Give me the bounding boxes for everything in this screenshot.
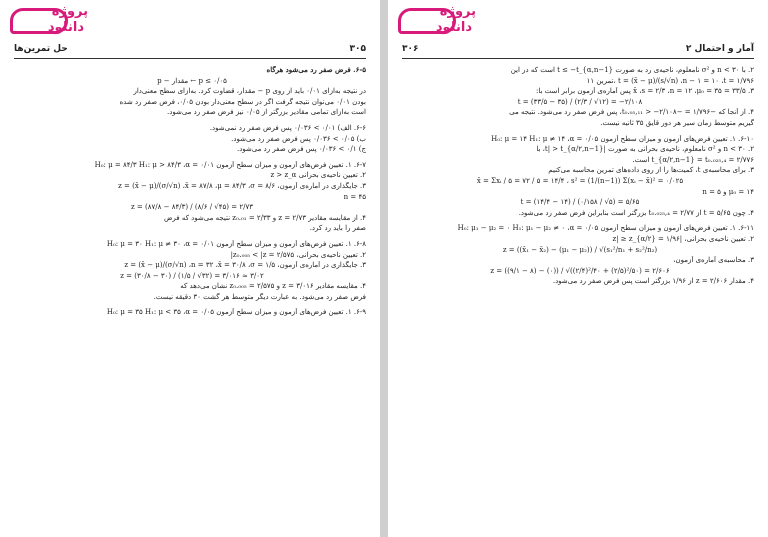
text-line: ج) ۰/۱ > ۰/۰۳۶ پس فرض صفر رد می‌شود. xyxy=(236,145,366,154)
logo-text-top: پروژه xyxy=(439,4,476,19)
page-body xyxy=(18,66,366,531)
text-line: ۶-۹. ۱. تعیین فرض‌های آزمون و میزان سطح آزمون H₀: μ = ۳۵ H₁: μ < ۳۵ ،α = ۰/۰۵ xyxy=(106,308,366,317)
text-line: ۴. چون ۵/۶۵ = t از ۲/۷۷ = t₀.₀₂₅,₄ بزرگتر است بنابراین فرض صفر رد می‌شود. xyxy=(518,208,754,217)
text-line: ۲. n < ۳۰ و σ² نامعلوم، ناحیه‌ی بحرانی به صورت |t| > t_{α/۲,n−1}، با xyxy=(536,145,754,154)
book-gutter xyxy=(380,0,388,537)
brand-logo[interactable] xyxy=(398,4,476,38)
page-header xyxy=(402,44,754,59)
logo-text-bottom: دانلود xyxy=(435,20,472,35)
text-line: t = (۱۴/۴ − ۱۴) / (۰/۱۵۸ / √۵) = ۵/۶۵ xyxy=(520,198,640,207)
left-page xyxy=(0,0,380,537)
text-line: گیریم متوسط زمان سیر هر دور قایق ۳۵ ثانیه نیست. xyxy=(600,118,754,127)
page-number: ۳۰۵ xyxy=(349,44,366,54)
text-line: ب) ۰/۰۵ > ۰/۰۳۶ پس فرض صفر رد می‌شود. xyxy=(231,134,366,143)
chapter-title: حل تمرین‌ها xyxy=(14,44,68,54)
text-line: p ≤ ۰/۰۵ ← مقدار − p xyxy=(157,76,227,85)
text-line: μ₀ = ۱۴ و n = ۵ xyxy=(702,187,754,196)
text-line: z = ((۹/۱ − ۸) − (۰)) / √((۲/۴)²/۴۰ + (۲/۵)²/۵۰) = ۲/۶۰۶ xyxy=(490,266,670,275)
text-line: ۳. ۳۳/۵ = x̄ ،s = ۲/۳ ،n = ۱۲ ،μ₀ = ۳۵ پس آماره‌ی آزمون برابر است با: xyxy=(535,87,754,96)
text-line: ۳. برای محاسبه‌ی t، کمیت‌ها را از روی داده‌های تمرین محاسبه می‌کنیم xyxy=(548,166,754,175)
text-line: ۶-۶. الف) ۰/۰۱ > ۰/۰۳۶ پس فرض صفر رد نمی‌شود. xyxy=(209,123,366,132)
text-line: فرض صفر رد می‌شود. به عبارت دیگر متوسط هر گشت ۳۰ دقیقه نیست. xyxy=(153,292,366,301)
text-line: ۲. تعیین ناحیه‌ی بحرانی، ۲/۵۷۵ = z₀.₀₀₅ < |z| xyxy=(230,250,366,259)
text-line: z = (۳۰/۸ − ۳۰) / (۱/۵ / √۳۲) = ۳/۰۱۶ ≈ ۳/۰۲ xyxy=(120,271,264,280)
text-line: x̄ = Σxᵢ / ۵ = ۷۲ / ۵ = ۱۴/۴ ، s² = (1/(n−1)) Σ(xᵢ − x̄)² = ۰/۰۲۵ xyxy=(476,176,684,185)
logo-text-bottom: دانلود xyxy=(47,20,84,35)
text-line: بودن ۰/۰۱ می‌توان نتیجه گرفت اگر در سطح معنی‌دار بودن ۰/۰۵، فرض صفر رد شده xyxy=(119,97,366,106)
text-line: t_{α/۲,n−1} = t₀.₀₂₅,₄ = ۲/۷۷۶ است. xyxy=(632,155,754,164)
text-line: ۲. تعیین ناحیه‌ی بحرانی z > z_α xyxy=(270,171,366,180)
text-line: z = ((x̄₁ − x̄₂) − (μ₁ − μ₂)) / √(s₁²/n₁ + s₂²/n₂) xyxy=(502,245,658,254)
text-line: است به‌ازای تمامی مقادیر بزرگتر از ۰/۰۵ نیز فرض صفر رد می‌شود. xyxy=(167,108,366,117)
text-line: ۶-۸. ۱. تعیین فرض‌های آزمون و میزان سطح آزمون H₀: μ = ۳۰ H₁: μ ≠ ۳۰ ،α = ۰/۰۱ xyxy=(106,239,366,248)
logo-text-top: پروژه xyxy=(51,4,88,19)
text-line: t = (۳۳/۵ − ۳۵) / (۲/۳ / √۱۲) = −۲/۱۰۸ xyxy=(517,97,643,106)
text-line: ۶-۷. ۱. تعیین فرض‌های آزمون و میزان سطح آزمون H₀: μ = ۸۴/۳ H₁: μ > ۸۴/۳ ،α = ۰/۰۱ xyxy=(94,160,366,169)
text-line: z = (۸۷/۸ − ۸۴/۳) / (۸/۶ / √۴۵) = ۲/۷۳ xyxy=(131,203,253,212)
text-line: ۶-۵. فرض صفر رد می‌شود هرگاه xyxy=(266,66,366,74)
text-line: در نتیجه به‌ازای ۰/۰۱ باید از روی p − مقدار، قضاوت کرد. به‌ازای سطح معنی‌دار xyxy=(133,87,366,96)
text-line: ۳. جایگذاری در آماره‌ی آزمون، z = (x̄ − μ)/(σ/√n) ،x̄ = ۸۷/۸ ،μ = ۸۴/۳ ،σ = ۸/۶ xyxy=(118,181,366,190)
text-line: n = ۴۵ xyxy=(343,192,366,201)
page-body xyxy=(406,66,754,531)
text-line: صفر را باید رد کرد. xyxy=(309,224,366,233)
text-line: ۶-۱۱. ۱. تعیین فرض‌های آزمون و میزان سطح آزمون H₀: μ₁ − μ₂ = ۰ H₁: μ₁ − μ₂ ≠ ۰ ،α = ۰/۰۵ xyxy=(457,224,754,233)
text-line: t = (x̄ − μ)/(s/√n) ،n − ۱ = ۱۰ ،t = ۱/۷۹۶ ،تمرین ۱۱ xyxy=(586,76,754,85)
text-line: ۳. محاسبه‌ی آماره‌ی آزمون، xyxy=(673,256,754,265)
text-line: ۲. با n < ۳۰ و σ² نامعلوم، ناحیه‌ی رد به صورت t ≤ −t_{α,n−1} است که در این xyxy=(510,66,754,74)
text-line: ۴. از مقایسه مقادیر z = ۲/۷۳ و z₀.₀₁ = ۲/۳۳ نتیجه می‌شود که فرض xyxy=(163,213,366,222)
chapter-title: آمار و احتمال ۲ xyxy=(685,44,754,54)
text-line: ۲. تعیین ناحیه‌ی بحرانی، |z| ≥ z_{α/۲} = ۱/۹۶ xyxy=(612,234,754,243)
text-line: ۴. مقدار ۲/۶۰۶ = z از ۱/۹۶ بزرگتر است پس فرض صفر رد می‌شود. xyxy=(552,277,754,286)
right-page xyxy=(388,0,768,537)
page-header xyxy=(14,44,366,59)
text-line: ۶-۱۰. ۱. تعیین فرض‌های آزمون و میزان سطح آزمون H₀: μ = ۱۴ H₁: μ ≠ ۱۴ ،α = ۰/۰۵ xyxy=(491,134,754,143)
brand-logo[interactable] xyxy=(10,4,88,38)
text-line: ۴. از آنجا که −۱/۷۹۶ = −t₀.₀₅,₁₁ > −۲/۱۰۸، پس فرض صفر رد می‌شود. نتیجه می‌ xyxy=(509,108,754,117)
text-line: ۳. جایگذاری در آماره‌ی آزمون، z = (x̄ − μ)/(σ/√n) ،n = ۳۲ ،x̄ = ۳۰/۸ ،σ = ۱/۵ xyxy=(124,261,366,270)
text-line: ۴. مقایسه مقادیر z = ۳/۰۱۶ و z₀.₀₀₅ = ۲/۵۷۵ نشان می‌دهد که xyxy=(180,282,366,291)
page-number: ۳۰۶ xyxy=(402,44,419,54)
